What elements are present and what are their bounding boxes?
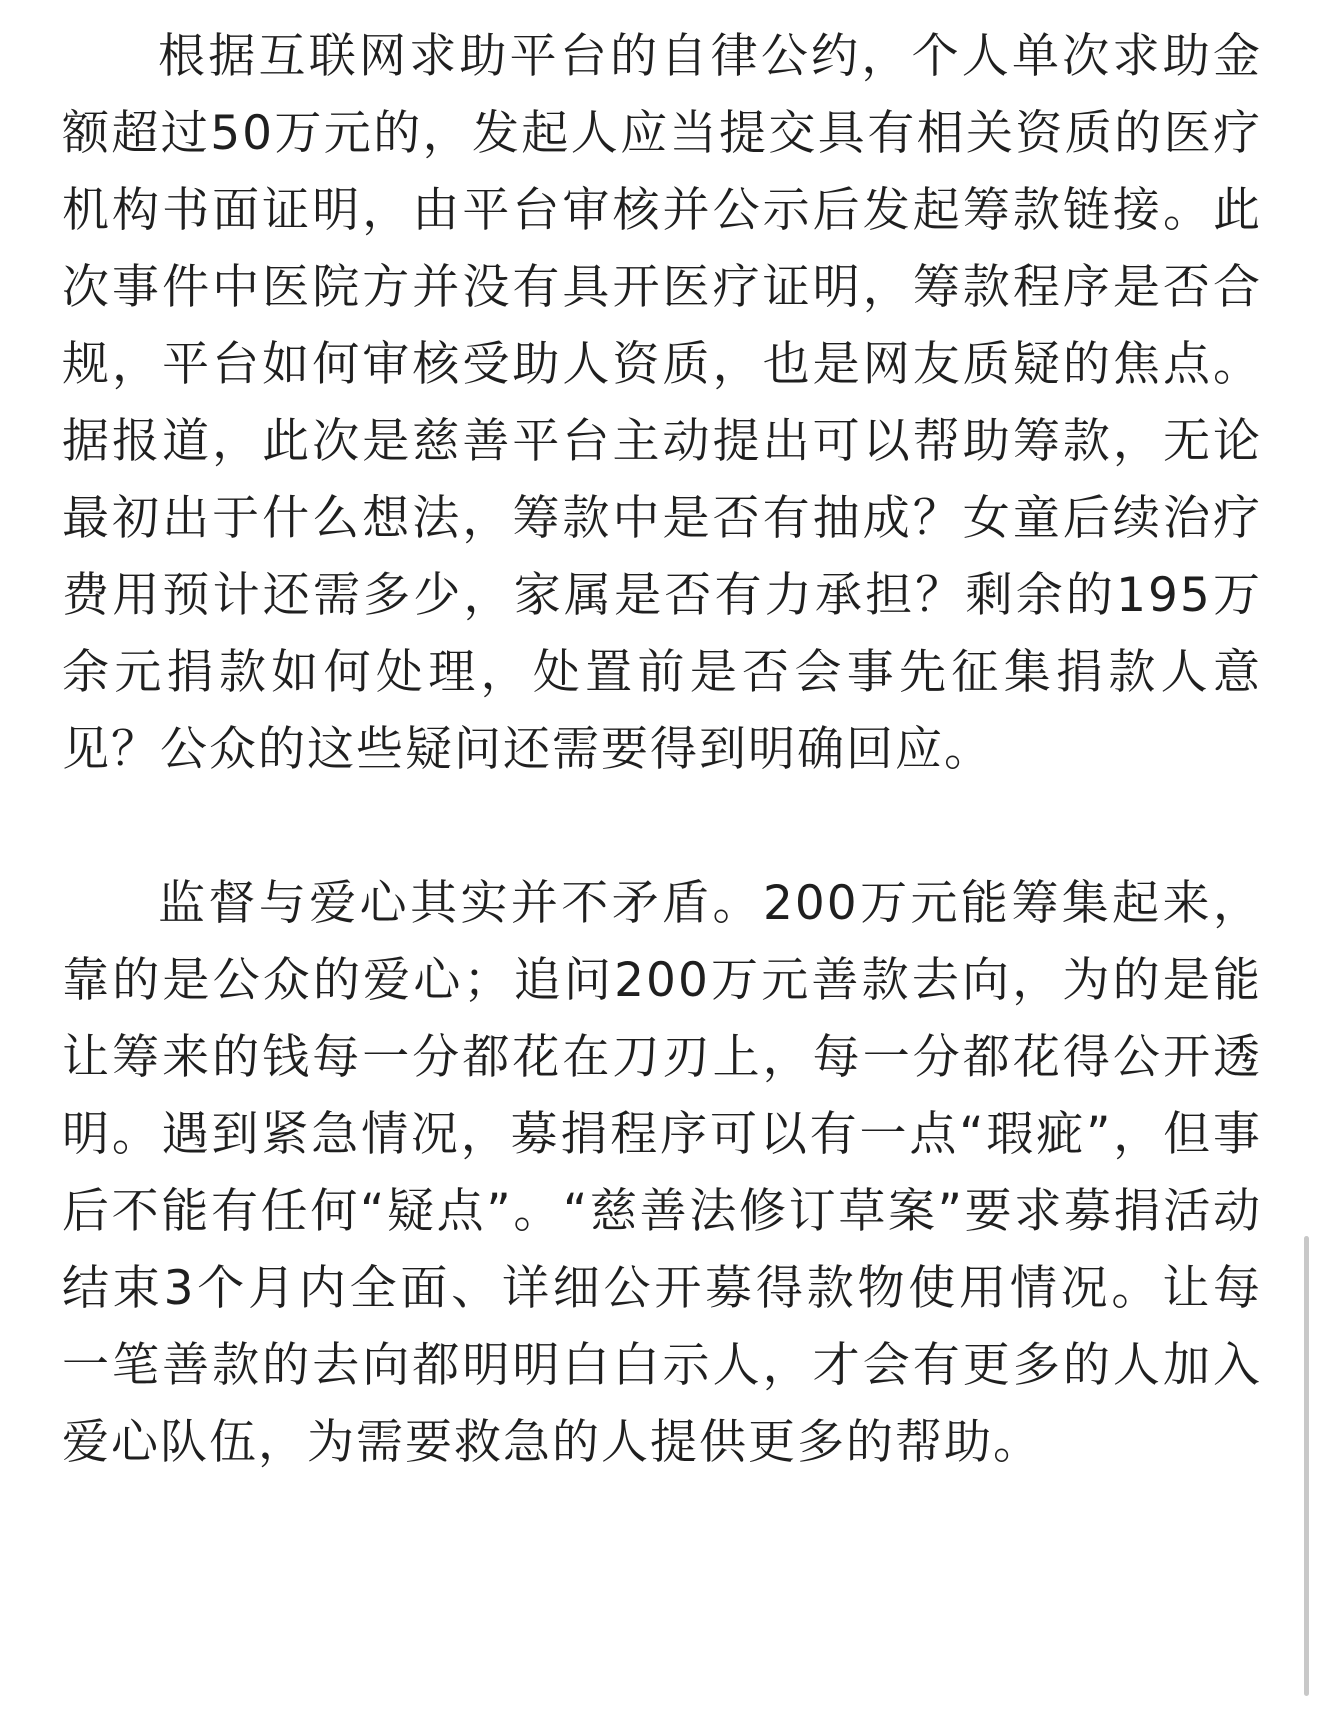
article-body — [62, 18, 1262, 1481]
vertical-scrollbar[interactable] — [1304, 1236, 1309, 1696]
paragraph-2: 监督与爱心其实并不矛盾。200万元能筹集起来，靠的是公众的爱心；追问200万元善款去向，为的是能让筹来的钱每一分都花在刀刃上，每一分都花得公开透明。遇到紧急情况，募捐程序可以有一点“瑕疵”，但事后不能有任何“疑点”。“慈善法修订草案”要求募捐活动结束3个月内全面、详细公开募得款物使用情况。让每一笔善款的去向都明明白白示人，才会有更多的人加入爱心队伍，为需要救急的人提供更多的帮助。 — [62, 876, 1262, 1470]
paragraph-1: 根据互联网求助平台的自律公约，个人单次求助金额超过50万元的，发起人应当提交具有相关资质的医疗机构书面证明，由平台审核并公示后发起筹款链接。此次事件中医院方并没有具开医疗证明，筹款程序是否合规，平台如何审核受助人资质，也是网友质疑的焦点。据报道，此次是慈善平台主动提出可以帮助筹款，无论最初出于什么想法，筹款中是否有抽成？女童后续治疗费用预计还需多少，家属是否有力承担？剩余的195万余元捐款如何处理，处置前是否会事先征集捐款人意见？公众的这些疑问还需要得到明确回应。 — [62, 29, 1262, 777]
